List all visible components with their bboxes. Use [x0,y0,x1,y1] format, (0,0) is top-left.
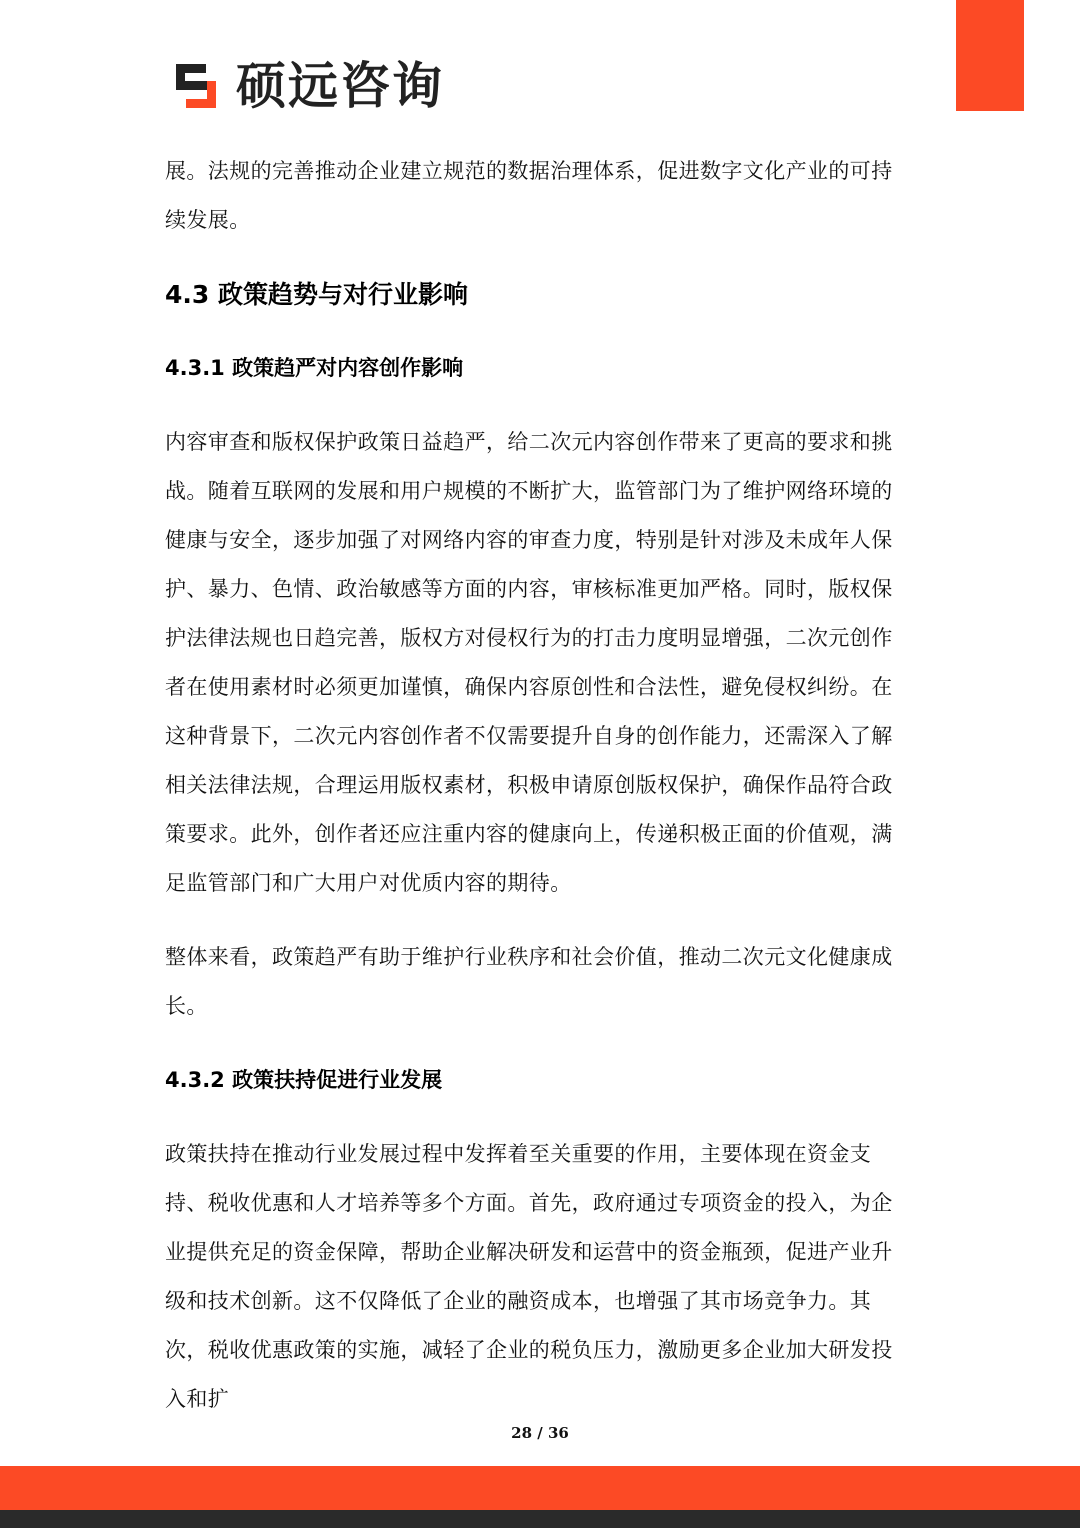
corner-accent-tab [956,0,1024,111]
subsection-1-paragraph-2: 整体来看，政策趋严有助于维护行业秩序和社会价值，推动二次元文化健康成长。 [165,945,893,1018]
page-number: 28 / 36 [511,1424,569,1442]
footer-dark-strip [0,1510,1080,1528]
brand-logo [176,57,444,115]
subsection-title-1: 4.3.1 政策趋严对内容创作影响 [165,356,464,380]
section-title: 4.3 政策趋势与对行业影响 [165,280,468,309]
subsection-title-2: 4.3.2 政策扶持促进行业发展 [165,1068,443,1092]
document-body [165,147,913,1424]
brand-logo-icon [176,62,224,110]
subsection-1-paragraph-1: 内容审查和版权保护政策日益趋严，给二次元内容创作带来了更高的要求和挑战。随着互联网的发展和用户规模的不断扩大，监管部门为了维护网络环境的健康与安全，逐步加强了对网络内容的审查力度，特别是针对涉及未成年人保护、暴力、色情、政治敏感等方面的内容，审核标准更加严格。同时，版权保护法律法规也日趋完善，版权方对侵权行为的打击力度明显增强，二次元创作者在使用素材时必须更加谨慎，确保内容原创性和合法性，避免侵权纠纷。在这种背景下，二次元内容创作者不仅需要提升自身的创作能力，还需深入了解相关法律法规，合理运用版权素材，积极申请原创版权保护，确保作品符合政策要求。此外，创作者还应注重内容的健康向上，传递积极正面的价值观，满足监管部门和广大用户对优质内容的期待。 [165,430,893,895]
subsection-2-paragraph-1: 政策扶持在推动行业发展过程中发挥着至关重要的作用，主要体现在资金支持、税收优惠和人才培养等多个方面。首先，政府通过专项资金的投入，为企业提供充足的资金保障，帮助企业解决研发和运营中的资金瓶颈，促进产业升级和技术创新。这不仅降低了企业的融资成本，也增强了其市场竞争力。其次，税收优惠政策的实施，减轻了企业的税负压力，激励更多企业加大研发投入和扩 [165,1142,893,1411]
intro-paragraph: 展。法规的完善推动企业建立规范的数据治理体系，促进数字文化产业的可持续发展。 [165,159,893,232]
footer-accent-bar [0,1466,1080,1510]
brand-name: 硕远咨询 [236,57,444,115]
